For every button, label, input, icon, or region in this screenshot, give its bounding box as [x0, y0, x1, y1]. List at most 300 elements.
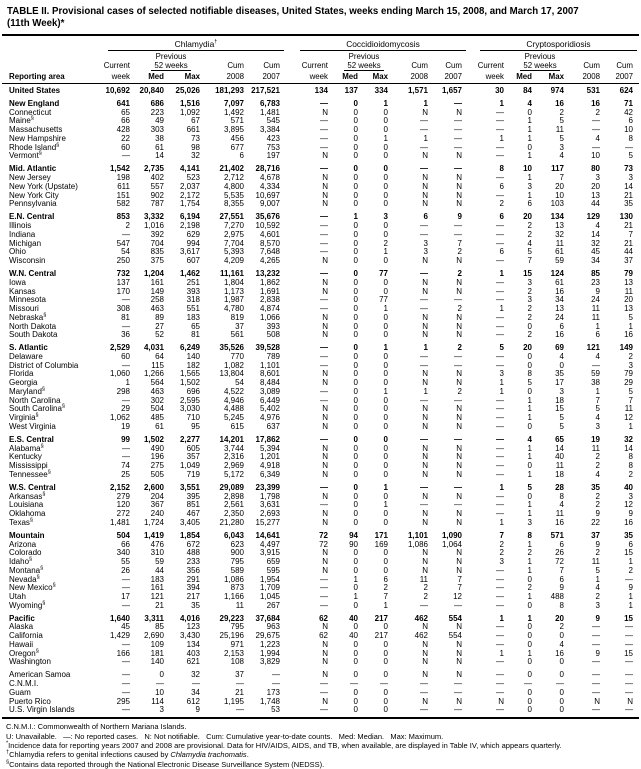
- value-cell: 8: [559, 491, 564, 501]
- value-cell: 54: [235, 378, 244, 388]
- value-cell: 73: [624, 164, 633, 174]
- value-cell: —: [496, 687, 504, 697]
- value-cell: 20: [591, 181, 600, 191]
- value-cell: N: [456, 190, 462, 200]
- value-cell: 0: [527, 351, 532, 361]
- value-cell: 704: [150, 238, 164, 248]
- value-cell: 0: [353, 286, 358, 296]
- reporting-area-cell: North Dakota: [9, 321, 57, 331]
- value-cell: 4,265: [259, 256, 280, 266]
- value-cell: 3: [595, 600, 600, 610]
- value-cell: —: [592, 639, 600, 649]
- value-cell: —: [496, 631, 504, 641]
- value-cell: 1,748: [259, 696, 280, 706]
- value-cell: 1: [383, 247, 388, 257]
- value-cell: 1: [628, 321, 633, 331]
- value-cell: N: [322, 312, 328, 322]
- value-cell: 171: [374, 530, 388, 540]
- value-cell: 21: [624, 221, 633, 231]
- value-cell: 392: [150, 229, 164, 239]
- value-cell: N: [422, 330, 428, 340]
- value-cell: 197: [266, 151, 280, 161]
- value-cell: 16: [624, 517, 633, 527]
- value-cell: 0: [353, 548, 358, 558]
- value-cell: 2,198: [179, 221, 200, 231]
- value-cell: 2,898: [223, 491, 244, 501]
- reporting-area-cell: Tennessee§: [9, 469, 51, 479]
- value-cell: 37: [624, 256, 633, 266]
- table-row: [2, 414, 639, 423]
- value-cell: 659: [266, 557, 280, 566]
- reporting-area-cell: Utah: [9, 592, 26, 601]
- value-cell: 42: [624, 107, 633, 117]
- value-cell: 1,724: [143, 517, 164, 527]
- value-cell: 34: [591, 256, 600, 266]
- value-cell: 2: [628, 351, 633, 361]
- value-cell: 16: [555, 648, 564, 658]
- value-cell: 0: [353, 705, 358, 715]
- value-cell: 1: [423, 98, 428, 108]
- value-cell: 275: [150, 461, 164, 471]
- value-cell: —: [320, 482, 328, 492]
- value-cell: —: [496, 670, 504, 680]
- value-cell: 1,502: [179, 378, 200, 388]
- value-cell: 5: [628, 386, 633, 396]
- value-cell: —: [122, 295, 130, 305]
- value-cell: 44: [624, 247, 633, 257]
- value-cell: 5: [559, 413, 564, 423]
- year-2007-label: 2007: [615, 72, 633, 81]
- value-cell: 2,153: [223, 648, 244, 658]
- value-cell: 1: [423, 343, 428, 353]
- value-cell: —: [420, 500, 428, 510]
- value-cell: —: [320, 164, 328, 174]
- value-cell: 3,405: [179, 517, 200, 527]
- value-cell: —: [454, 434, 462, 444]
- value-cell: —: [320, 238, 328, 248]
- value-cell: 0: [383, 125, 388, 135]
- reporting-area-cell: Georgia: [9, 378, 38, 388]
- value-cell: 0: [353, 469, 358, 479]
- value-cell: —: [454, 142, 462, 152]
- value-cell: 0: [527, 670, 532, 680]
- value-cell: 1,502: [143, 434, 164, 444]
- value-cell: 403: [186, 648, 200, 658]
- value-cell: 7: [628, 395, 633, 405]
- table-block: [2, 100, 639, 161]
- value-cell: 3,332: [143, 212, 164, 222]
- table-row: [2, 257, 639, 266]
- value-cell: N: [456, 639, 462, 649]
- value-cell: —: [454, 229, 462, 239]
- table-row: [2, 510, 639, 519]
- value-cell: —: [122, 687, 130, 697]
- value-cell: 490: [150, 443, 164, 453]
- value-cell: —: [320, 395, 328, 405]
- value-cell: —: [272, 679, 280, 689]
- value-cell: 589: [230, 565, 244, 575]
- footnote-line: U: Unavailable. —: No reported cases. N: Not notifiable. Cum: Cumulative year-to-date counts. Med: Median. Max: Maximum.: [6, 731, 444, 741]
- table-row: [2, 370, 639, 379]
- value-cell: 1,542: [109, 164, 130, 174]
- value-cell: 9: [595, 539, 600, 549]
- value-cell: 80: [591, 164, 600, 174]
- value-cell: 129: [586, 212, 600, 222]
- value-cell: 7: [383, 592, 388, 601]
- value-cell: 1: [527, 151, 532, 161]
- value-cell: 2: [527, 304, 532, 313]
- value-cell: 0: [527, 639, 532, 649]
- value-cell: —: [320, 343, 328, 353]
- value-cell: —: [350, 679, 358, 689]
- value-cell: 5,393: [223, 247, 244, 257]
- value-cell: 39,528: [255, 343, 280, 353]
- value-cell: 6: [559, 321, 564, 331]
- value-cell: N: [422, 452, 428, 462]
- value-cell: 17: [121, 592, 130, 601]
- value-cell: —: [420, 360, 428, 370]
- value-cell: 2,529: [109, 343, 130, 353]
- value-cell: 0: [383, 469, 388, 479]
- value-cell: 40: [624, 482, 633, 492]
- value-cell: 3: [423, 238, 428, 248]
- notifiable-diseases-table: [2, 36, 639, 719]
- value-cell: 561: [230, 330, 244, 340]
- value-cell: 557: [150, 181, 164, 191]
- value-cell: N: [322, 557, 328, 566]
- value-cell: —: [496, 142, 504, 152]
- value-cell: N: [422, 181, 428, 191]
- value-cell: 59: [591, 369, 600, 379]
- value-cell: 2: [628, 469, 633, 479]
- value-cell: 2: [499, 539, 504, 549]
- value-cell: 2: [457, 304, 462, 313]
- value-cell: 21: [235, 687, 244, 697]
- value-cell: N: [322, 378, 328, 388]
- value-cell: N: [456, 413, 462, 423]
- value-cell: 2: [499, 548, 504, 558]
- value-cell: 66: [121, 539, 130, 549]
- value-cell: 2,969: [223, 461, 244, 471]
- value-cell: 0: [353, 107, 358, 117]
- value-cell: 32: [624, 434, 633, 444]
- value-cell: 2: [628, 565, 633, 575]
- value-cell: 2,712: [223, 173, 244, 183]
- value-cell: 2: [595, 500, 600, 510]
- value-cell: 595: [266, 565, 280, 575]
- value-cell: 1,086: [223, 574, 244, 584]
- value-cell: N: [422, 277, 428, 287]
- table-row: [2, 305, 639, 314]
- value-cell: 963: [266, 622, 280, 632]
- value-cell: 0: [559, 360, 564, 370]
- value-cell: 74: [121, 461, 130, 471]
- value-cell: 29: [624, 378, 633, 388]
- value-cell: 28: [555, 482, 564, 492]
- value-cell: 4,209: [223, 256, 244, 266]
- value-cell: 485: [150, 413, 164, 423]
- value-cell: N: [322, 421, 328, 431]
- value-cell: —: [122, 679, 130, 689]
- value-cell: 1,516: [179, 98, 200, 108]
- reporting-area-cell: Mountain: [9, 530, 45, 540]
- value-cell: 79: [624, 369, 633, 379]
- value-cell: 1,195: [223, 696, 244, 706]
- value-cell: 851: [186, 500, 200, 510]
- value-cell: 2: [595, 548, 600, 558]
- value-cell: 1: [499, 386, 504, 396]
- value-cell: —: [496, 330, 504, 340]
- value-cell: —: [592, 125, 600, 135]
- reporting-area-cell: Mid. Atlantic: [9, 164, 57, 174]
- reporting-area-cell: South Dakota: [9, 330, 58, 340]
- table-title-line2: (11th Week)*: [7, 17, 65, 29]
- value-cell: N: [422, 670, 428, 680]
- value-cell: 11: [419, 574, 428, 584]
- value-cell: 0: [383, 286, 388, 296]
- value-cell: 55: [121, 557, 130, 566]
- value-cell: 38: [591, 378, 600, 388]
- value-cell: 291: [186, 574, 200, 584]
- value-cell: N: [456, 557, 462, 566]
- table-block: [2, 344, 639, 432]
- value-cell: N: [422, 413, 428, 423]
- value-cell: 0: [383, 369, 388, 379]
- table-row: [2, 314, 639, 323]
- value-cell: 240: [150, 509, 164, 519]
- value-cell: 0: [353, 164, 358, 174]
- reporting-area-cell: S. Atlantic: [9, 343, 48, 353]
- value-cell: 1: [499, 269, 504, 278]
- value-cell: 1: [353, 212, 358, 222]
- value-cell: 7: [457, 238, 462, 248]
- value-cell: 795: [230, 557, 244, 566]
- value-cell: 2: [527, 312, 532, 322]
- value-cell: 789: [266, 351, 280, 361]
- value-cell: 0: [383, 395, 388, 405]
- value-cell: —: [320, 98, 328, 108]
- value-cell: 2: [527, 229, 532, 239]
- value-cell: 2,600: [143, 482, 164, 492]
- value-cell: 0: [353, 491, 358, 501]
- value-cell: —: [592, 657, 600, 667]
- value-cell: —: [496, 351, 504, 361]
- value-cell: 121: [150, 592, 164, 601]
- value-cell: N: [422, 286, 428, 296]
- reporting-area-cell: Pennsylvania: [9, 199, 57, 209]
- value-cell: 2,037: [179, 181, 200, 191]
- value-cell: 1: [383, 386, 388, 396]
- value-cell: 4: [559, 639, 564, 649]
- reporting-area-cell: Rhode Island§: [9, 142, 60, 152]
- value-cell: —: [320, 592, 328, 601]
- value-cell: 902: [150, 190, 164, 200]
- value-cell: N: [456, 622, 462, 632]
- reporting-area-cell: Texas§: [9, 517, 33, 527]
- value-cell: 0: [383, 151, 388, 161]
- value-cell: 753: [266, 142, 280, 152]
- value-cell: —: [496, 277, 504, 287]
- value-cell: 0: [383, 351, 388, 361]
- value-cell: 0: [353, 295, 358, 305]
- value-cell: N: [322, 443, 328, 453]
- value-cell: 198: [116, 173, 130, 183]
- value-cell: 25,026: [175, 86, 200, 95]
- value-cell: 1,101: [407, 530, 428, 540]
- reporting-area-cell: Maryland§: [9, 386, 45, 396]
- value-cell: N: [456, 452, 462, 462]
- value-cell: 0: [527, 600, 532, 610]
- value-cell: 35,526: [219, 343, 244, 353]
- value-cell: 1: [527, 125, 532, 135]
- value-cell: 0: [527, 622, 532, 632]
- value-cell: 0: [383, 421, 388, 431]
- value-cell: 53: [271, 705, 280, 715]
- value-cell: 134: [186, 639, 200, 649]
- reporting-area-cell: U.S. Virgin Islands: [9, 705, 75, 715]
- value-cell: 2: [499, 199, 504, 209]
- reporting-area-cell: W.N. Central: [9, 269, 57, 278]
- value-cell: 37: [235, 321, 244, 331]
- value-cell: 19: [121, 421, 130, 431]
- value-cell: 9: [628, 583, 633, 593]
- value-cell: 130: [619, 212, 633, 222]
- reporting-area-cell: Wisconsin: [9, 256, 46, 266]
- value-cell: 582: [116, 199, 130, 209]
- year-2007-label: 2007: [444, 72, 462, 81]
- value-cell: 1,201: [259, 452, 280, 462]
- value-cell: —: [592, 679, 600, 689]
- value-cell: 62: [319, 631, 328, 641]
- value-cell: 4: [595, 133, 600, 143]
- value-cell: N: [422, 548, 428, 558]
- value-cell: 463: [150, 304, 164, 313]
- value-cell: —: [420, 229, 428, 239]
- value-cell: 2: [527, 286, 532, 296]
- value-cell: 1: [527, 190, 532, 200]
- value-cell: 0: [559, 705, 564, 715]
- value-cell: —: [320, 229, 328, 239]
- value-cell: 5: [559, 421, 564, 431]
- value-cell: 37: [235, 670, 244, 680]
- value-cell: —: [592, 705, 600, 715]
- value-cell: 3: [499, 557, 504, 566]
- value-cell: —: [420, 482, 428, 492]
- value-cell: 90: [349, 539, 358, 549]
- reporting-area-cell: Connecticut: [9, 107, 52, 117]
- value-cell: 1,016: [143, 221, 164, 231]
- value-cell: 295: [116, 696, 130, 706]
- value-cell: 0: [353, 378, 358, 388]
- value-cell: 19: [591, 434, 600, 444]
- table-row: [2, 165, 639, 174]
- value-cell: N: [456, 491, 462, 501]
- value-cell: 1,049: [179, 461, 200, 471]
- reporting-area-cell: Florida: [9, 369, 34, 379]
- value-cell: N: [422, 648, 428, 658]
- value-cell: 3,631: [259, 500, 280, 510]
- value-cell: 12: [624, 500, 633, 510]
- value-cell: 22: [591, 517, 600, 527]
- value-cell: 531: [586, 86, 600, 95]
- value-cell: N: [456, 181, 462, 191]
- value-cell: 1,994: [259, 648, 280, 658]
- value-cell: N: [627, 696, 633, 706]
- value-cell: 0: [527, 107, 532, 117]
- value-cell: 0: [353, 312, 358, 322]
- value-cell: —: [420, 705, 428, 715]
- value-cell: 0: [383, 321, 388, 331]
- value-cell: 4: [527, 98, 532, 108]
- value-cell: —: [122, 705, 130, 715]
- value-cell: 624: [619, 86, 633, 95]
- max-label: Max: [372, 72, 388, 81]
- value-cell: 217,521: [251, 86, 280, 95]
- value-cell: 12: [453, 592, 462, 601]
- value-cell: 7: [559, 173, 564, 183]
- value-cell: 0: [383, 190, 388, 200]
- value-cell: 1: [353, 592, 358, 601]
- value-cell: 611: [117, 181, 130, 191]
- value-cell: 0: [353, 583, 358, 593]
- value-cell: 15: [624, 548, 633, 558]
- value-cell: 1,166: [223, 592, 244, 601]
- value-cell: 0: [383, 199, 388, 209]
- reporting-area-cell: E.N. Central: [9, 212, 55, 222]
- value-cell: 0: [353, 142, 358, 152]
- table-header: [2, 36, 639, 84]
- value-cell: 2: [423, 583, 428, 593]
- value-cell: —: [625, 657, 633, 667]
- reporting-area-cell: Nevada§: [9, 573, 40, 584]
- year-2008-label: 2008: [410, 72, 428, 81]
- value-cell: 15: [624, 613, 633, 623]
- value-cell: 0: [527, 360, 532, 370]
- value-cell: 0: [353, 648, 358, 658]
- value-cell: 25: [121, 469, 130, 479]
- value-cell: 1: [383, 343, 388, 353]
- value-cell: 4,780: [223, 304, 244, 313]
- value-cell: —: [454, 164, 462, 174]
- value-cell: 0: [353, 321, 358, 331]
- reporting-area-cell: Oklahoma: [9, 509, 46, 519]
- value-cell: 605: [186, 443, 200, 453]
- value-cell: 1: [628, 600, 633, 610]
- value-cell: N: [322, 696, 328, 706]
- value-cell: 37,684: [255, 613, 280, 623]
- table-row: [2, 641, 639, 650]
- value-cell: 35: [624, 530, 633, 540]
- value-cell: 0: [353, 238, 358, 248]
- value-cell: N: [322, 565, 328, 575]
- value-cell: 621: [186, 657, 200, 667]
- value-cell: 4,976: [259, 413, 280, 423]
- value-cell: —: [122, 443, 130, 453]
- value-cell: 117: [551, 164, 564, 174]
- value-cell: 11: [624, 286, 633, 296]
- value-cell: 14: [624, 181, 633, 191]
- value-cell: N: [456, 648, 462, 658]
- cum-label: Cum: [263, 61, 280, 70]
- value-cell: 17,862: [255, 434, 280, 444]
- value-cell: —: [496, 565, 504, 575]
- value-cell: 1,565: [179, 369, 200, 379]
- value-cell: 0: [353, 500, 358, 510]
- value-cell: 23: [591, 277, 600, 287]
- value-cell: —: [320, 221, 328, 231]
- value-cell: 183: [186, 312, 200, 322]
- value-cell: 0: [383, 181, 388, 191]
